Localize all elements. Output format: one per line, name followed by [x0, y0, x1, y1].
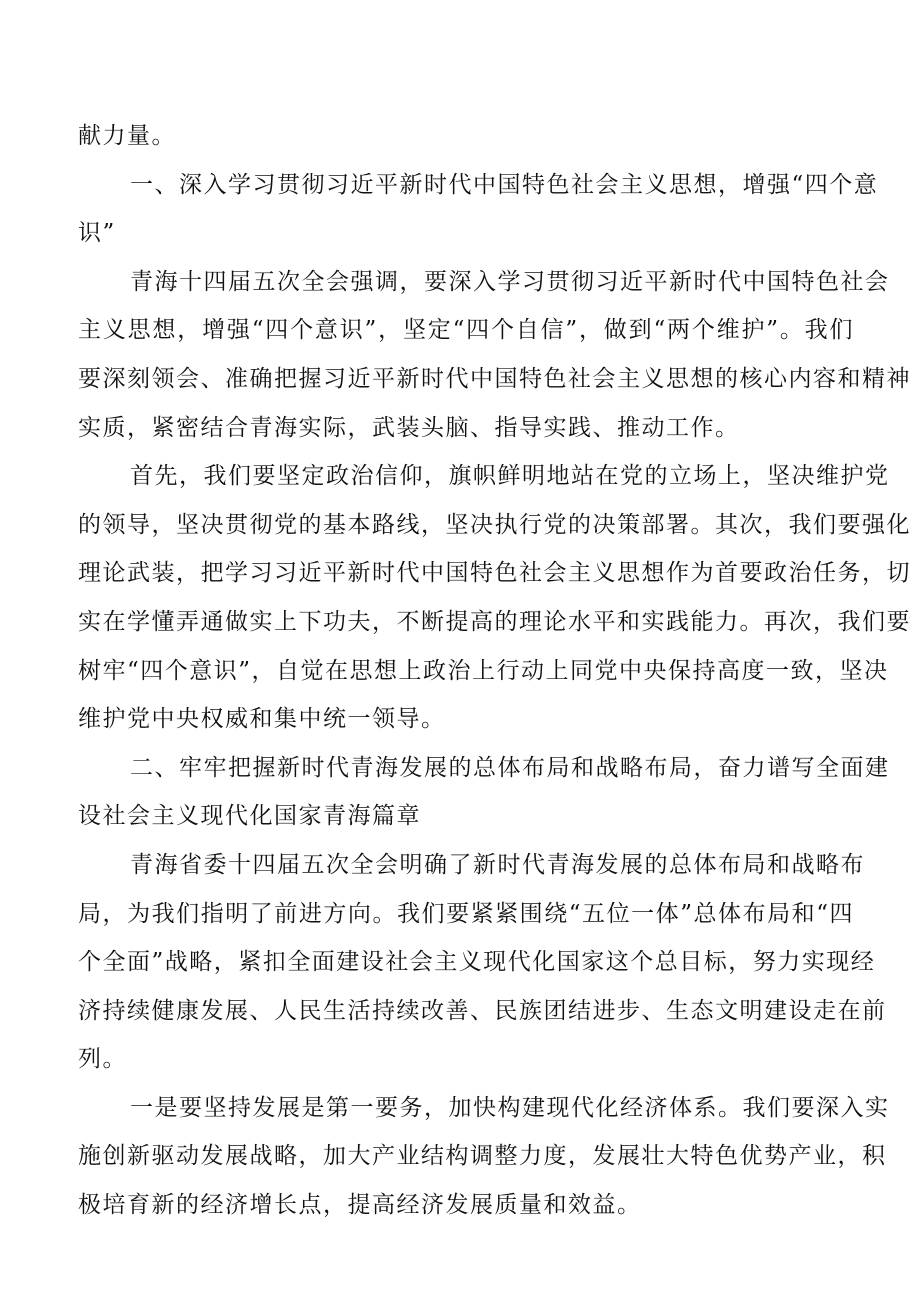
- paragraph-line: 施创新驱动发展战略，加大产业结构调整力度，发展壮大特色优势产业，积: [78, 1143, 887, 1170]
- paragraph-line: 要深刻领会、准确把握习近平新时代中国特色社会主义思想的核心内容和精神: [78, 365, 911, 392]
- paragraph-line: 济持续健康发展、人民生活持续改善、民族团结进步、生态文明建设走在前: [78, 997, 887, 1024]
- paragraph-line: 实质，紧密结合青海实际，武装头脑、指导实践、推动工作。: [78, 414, 740, 441]
- paragraph-line: 青海省委十四届五次全会明确了新时代青海发展的总体布局和战略布: [130, 851, 865, 878]
- paragraph-line: 实在学懂弄通做实上下功夫，不断提高的理论水平和实践能力。再次，我们要: [78, 608, 911, 635]
- paragraph-line: 主义思想，增强“四个意识”，坚定“四个自信”，做到“两个维护”。我们: [78, 317, 854, 344]
- section-heading-1: 一、深入学习贯彻习近平新时代中国特色社会主义思想，增强“四个意: [130, 171, 879, 198]
- paragraph-line: 树牢“四个意识”，自觉在思想上政治上行动上同党中央保持高度一致，坚决: [78, 657, 889, 684]
- paragraph-line: 理论武装，把学习习近平新时代中国特色社会主义思想作为首要政治任务，切: [78, 560, 911, 587]
- paragraph-line: 首先，我们要坚定政治信仰，旗帜鲜明地站在党的立场上，坚决维护党: [130, 463, 890, 490]
- section-heading-2: 二、牢牢把握新时代青海发展的总体布局和战略布局，奋力谱写全面建: [130, 754, 890, 781]
- section-heading-1-cont: 识”: [78, 220, 116, 247]
- paragraph-line: 局，为我们指明了前进方向。我们要紧紧围绕“五位一体”总体布局和“四: [78, 900, 854, 927]
- paragraph-line: 青海十四届五次全会强调，要深入学习贯彻习近平新时代中国特色社会: [130, 268, 890, 295]
- paragraph-line: 一是要坚持发展是第一要务，加快构建现代化经济体系。我们要深入实: [130, 1094, 890, 1121]
- paragraph-line: 列。: [78, 1046, 127, 1073]
- section-heading-2-cont: 设社会主义现代化国家青海篇章: [78, 803, 421, 830]
- document-page: [78, 112, 911, 1230]
- text-line: 献力量。: [78, 123, 176, 149]
- paragraph-line: 维护党中央权威和集中统一领导。: [78, 706, 446, 733]
- paragraph-line: 个全面”战略，紧扣全面建设社会主义现代化国家这个总目标，努力实现经: [78, 949, 876, 976]
- paragraph-line: 的领导，坚决贯彻党的基本路线，坚决执行党的决策部署。其次，我们要强化: [78, 511, 911, 538]
- paragraph-line: 极培育新的经济增长点，提高经济发展质量和效益。: [78, 1192, 642, 1219]
